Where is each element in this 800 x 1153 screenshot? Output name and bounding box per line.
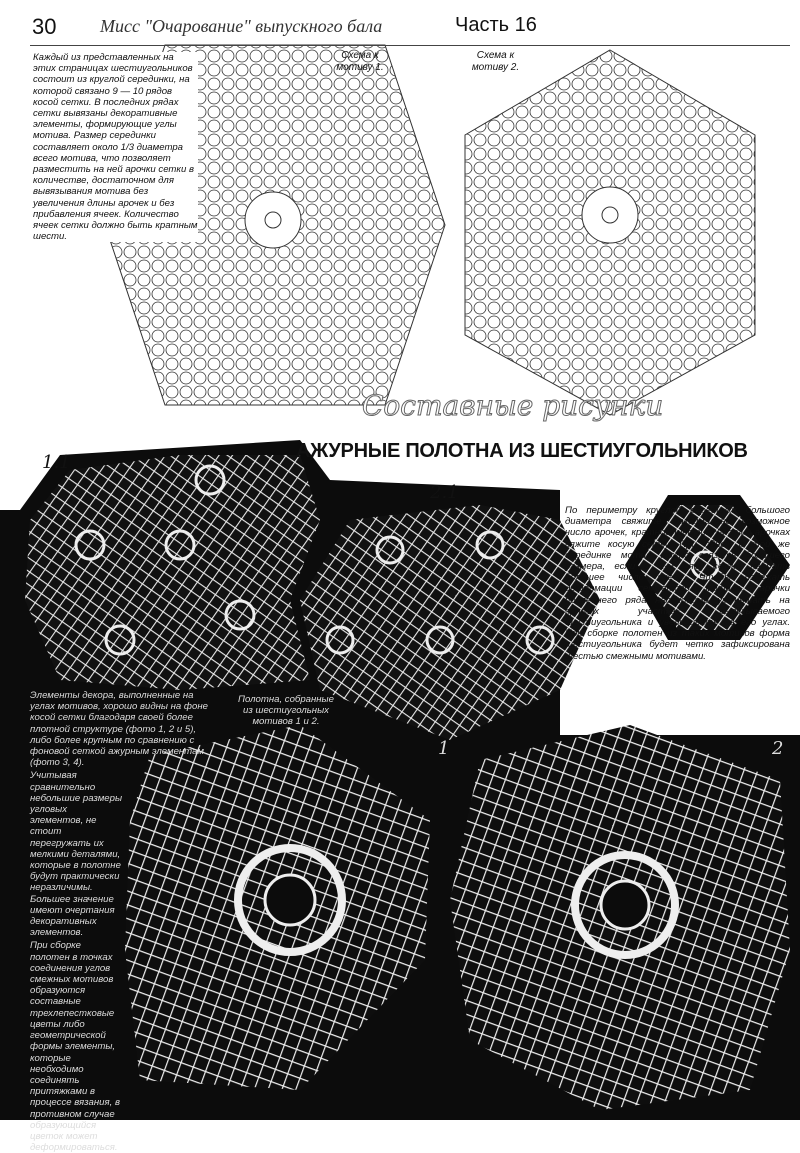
photo-panel-1-1 (25, 455, 320, 690)
left-text-sizes: Учитывая сравнительно небольшие размеры угловых элементов, не стоит перегружать их мелкими деталями, которые в полотне будут практически неразличимы. Большее значение имеют очертания декоративных элементов. (30, 770, 123, 939)
photo-label-2-1: 2.1 (430, 482, 459, 503)
page-number: 30 (32, 14, 57, 39)
scheme-caption-2: Схема к мотиву 2. (471, 50, 520, 73)
part-label: Часть 16 (455, 14, 537, 36)
intro-text: Каждый из представленных на этих страницах шестиугольников состоит из круглой серединки, на которой связано 9 — 10 рядов косой сетки. В последних рядах сетки вывязаны декоративные элементы, формирующие углы мотива. Размер серединки составляет около 1/3 диаметра всего мотива, что позволяет разместить на ней арочки сетки в количестве, достаточном для вывязывания мотива без увеличения длины арочек и без прибавления ячеек. Количество ячеек сетки должно быть кратным шести. (33, 52, 198, 243)
section-title: АЖУРНЫЕ ПОЛОТНА ИЗ ШЕСТИУГОЛЬНИКОВ (296, 440, 748, 462)
header-rule (30, 45, 790, 46)
left-text-column (30, 690, 210, 1153)
section-script-title: Составные рисунки (362, 389, 664, 422)
magazine-title: Мисс "Очарование" выпускного бала (100, 16, 383, 36)
photo-panel-2-1 (300, 505, 600, 740)
left-text-assembly: При сборке полотен в точках соединения углов смежных мотивов образуются составные трехлепестковые цветы либо геометрической формы элементы, которые необходимо соединять притяжками в процессе вязания, в противном случае образующийся цветок может деформироваться. (30, 940, 120, 1153)
panels-caption: Полотна, собранные из шестиугольных мотивов 1 и 2. (238, 694, 334, 728)
photo-label-1-1: 1.1 (42, 452, 71, 473)
photo-label-2: 2 (772, 738, 784, 759)
left-text-decor: Элементы декора, выполненные на углах мотивов, хорошо видны на фоне косой сетки благодаря своей более плотной структуре (фото 1, 2 и 5), либо более крупным по сравнению с фоновой сеткой ажурным элементам (фото 3, 4). (30, 690, 209, 769)
photo-motif-2 (450, 725, 790, 1110)
photo-label-1: 1 (438, 738, 450, 759)
right-text: По периметру круглой серединки большого диаметра свяжите максимально возможное число арочек, кратное шести. На этих арочках вяжите косую сетку. При одной и той же серединке мотив можно связать большего размера, если в 1-м ряду сетки набрать большее число ячеек. Чтобы избежать деформации сетчатого мотива, арочки последнего ряда необходимо уменьшать на прямых участках вывязываемого шестиугольника и увеличивать на его углах. При сборке полотен из таких мотивов форма шестиугольника будет четко зафиксирована шестью смежными мотивами. (565, 505, 790, 662)
scheme-caption-1: Схема к мотиву 1. (336, 50, 384, 73)
